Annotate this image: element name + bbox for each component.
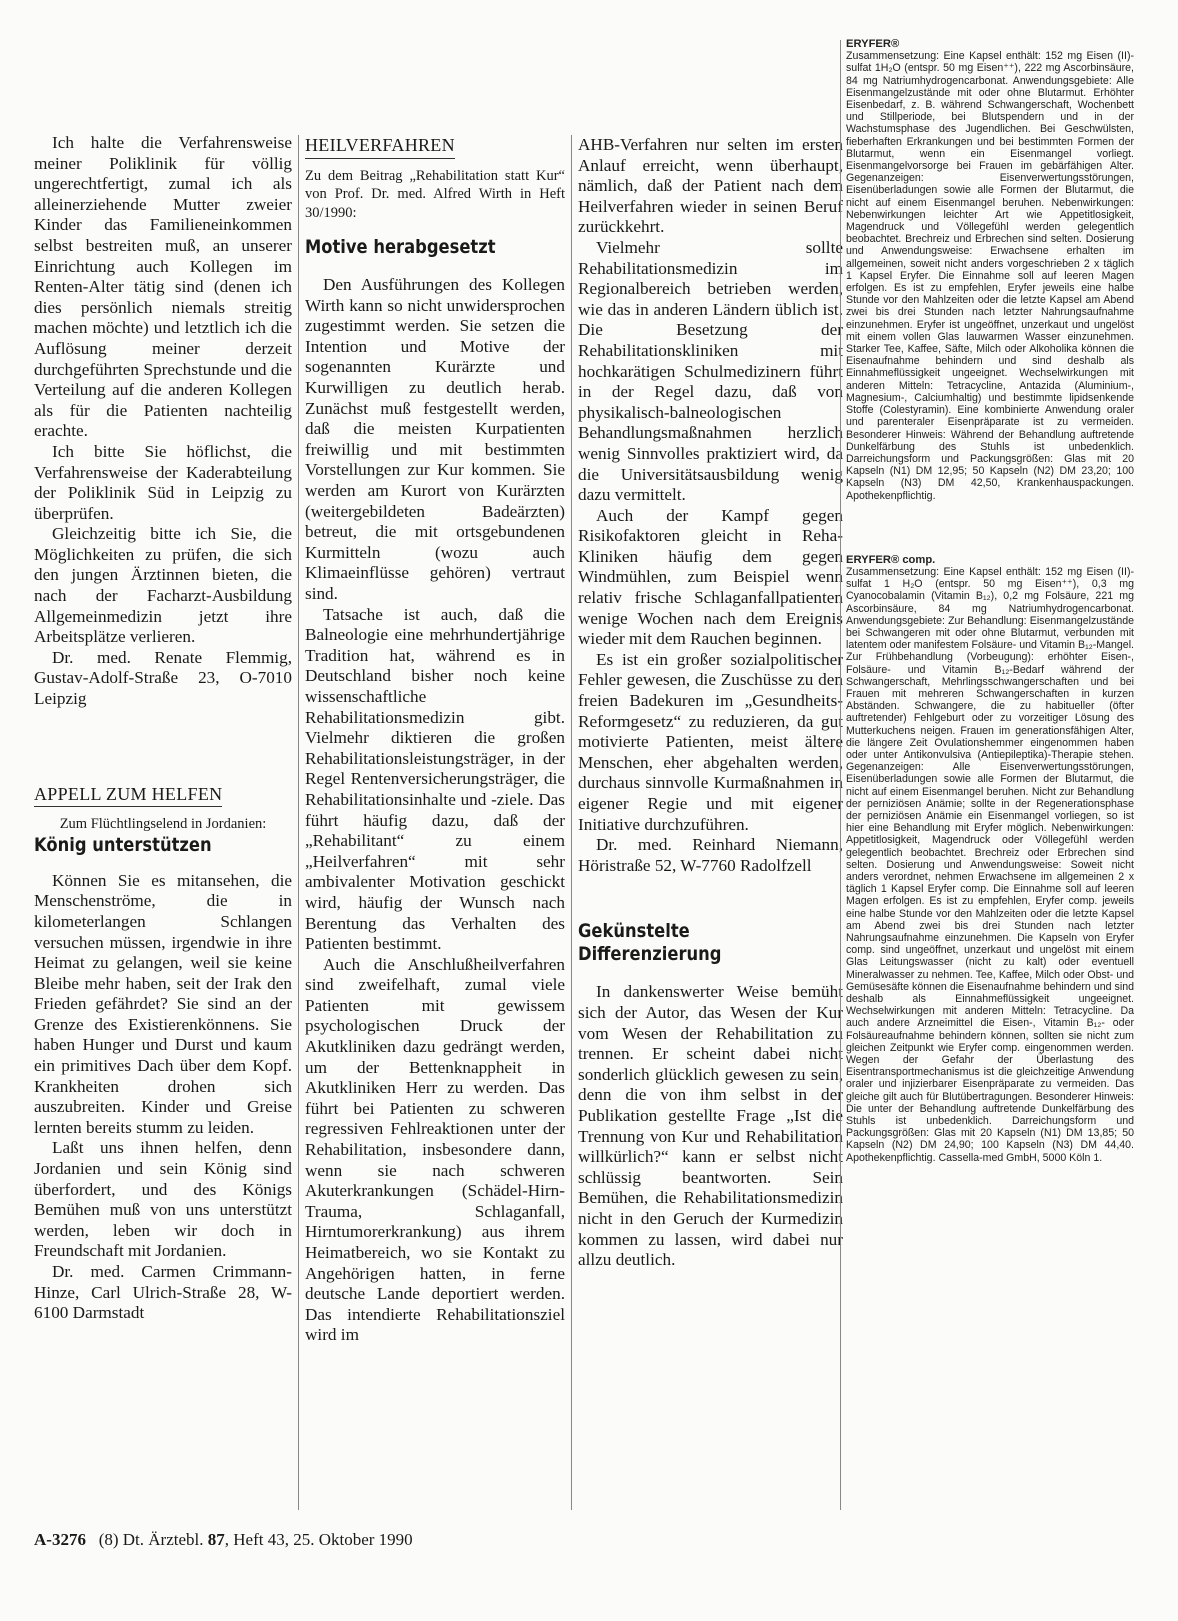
column-rule bbox=[571, 135, 572, 1510]
ad2-title: ERYFER® comp. bbox=[846, 553, 936, 566]
letter2-paragraph: Laßt uns ihnen helfen, denn Jordanien und sein König sind überfordert, und des Königs Bemühen muß von uns unterstützt werden, leben wir doch in Freundschaft mit Jordanien. bbox=[34, 1138, 292, 1261]
letter2-intro: Zum Flüchtlingselend in Jordanien: bbox=[59, 816, 267, 833]
col2-paragraph: Den Ausführungen des Kollegen Wirth kann so nicht unwidersprochen zugestimmt werden. Sie setzen die Intention und Motive der sogenannten Kurärzte und Kurwilligen zu deutlich herab. Zunächst muß festgestellt werden, daß die meisten Kurpatienten freiwillig und mit bestimmten Vorstellungen zur Kur kommen. Sie werden am Kurort von Kurärzten (weitergebildeten Badeärzten) betreut, die mit ortsgebundenen Kurmitteln (wozu auch Klimaeinflüsse gehören) vertraut sind. bbox=[305, 275, 565, 603]
column-2 bbox=[305, 135, 565, 1346]
page-footer: A-3276 (8) Dt. Ärztebl. 87, Heft 43, 25. Oktober 1990 bbox=[34, 1530, 413, 1549]
rubric-appell: APPELL ZUM HELFEN bbox=[34, 784, 222, 808]
headline-gekuenstelte: Gekünstelte bbox=[578, 920, 690, 943]
ad1-text: Zusammensetzung: Eine Kapsel enthält: 152 mg Eisen (II)-sulfat 1H₂O (entspr. 50 mg Eisen⁺⁺), 222 mg Ascorbinsäure, 84 mg Natriumhydrogencarbonat. Anwendungsgebiete: Alle Eisenmangelzustände mit oder ohne Blutarmut. Erhöhter Eisenbedarf, z. B. während Schwangerschaft, Wochenbett und Stillperiode, bei Blutspendern und in der Wachstumsphase des Jugendlichen. Bei Geschwülsten, fieberhaften Erkrankungen und bei bestimmten Formen der Blutarmut, wenn ein Eisenmangel vorliegt. Eisenmangelvorsorge bei Frauen im gebärfähigen Alter. Gegenanzeigen: Eisenverwertungsstörungen, Eisenüberladungen sowie alle Formen der Blutarmut, die nicht auf einem Eisenmangel beruhen. Nebenwirkungen: Nebenwirkungen leichter Art wie Appetitlosigkeit, Magendruck und Völlegefühl werden gelegentlich beobachtet. Brechreiz und Erbrechen sind selten. Dosierung und Anwendungsweise: Erwachsene erhalten im allgemeinen, soweit nicht anders vorgeschrieben 2 x täglich 1 Kapsel Eryfer. Die Einnahme soll auf leeren Magen erfolgen. Es ist zu empfehlen, Eryfer jeweils eine halbe Stunde vor den Mahlzeiten oder die letzte Kapsel am Abend zwei bis drei Stunden nach letzter Nahrungsaufnahme einzunehmen. Eryfer ist ungeöffnet, unzerkaut und ungelöst mit einem vollen Glas lauwarmen Wasser einzunehmen. Starker Tee, Kaffee, Säfte, Milch oder Alkoholika können die Eisenaufnahme behindern und sind deshalb als Einnahmeflüssigkeit ungeeignet. Wechselwirkungen mit anderen Mitteln: Tetracycline, Antazida (Aluminium-, Magnesium-, Calciumhaltig) und bestimmte lipidsenkende Stoffe (Colestyramin). Eine kombinierte Anwendung oraler und parenteraler Eisenpräparate ist zu vermeiden. Besonderer Hinweis: Während der Behandlung auftretende Dunkelfärbung des Stuhls ist unbedenklich. Darreichungsform und Packungsgrößen: Glas mit 20 Kapseln (N1) DM 12,95; 50 Kapseln (N2) DM 23,20; 100 Kapseln (N3) DM 42,50, Krankenhauspackungen. Apothekenpflichtig. bbox=[846, 50, 1134, 502]
headline-motive: Motive herabgesetzt bbox=[305, 236, 496, 259]
page-code: A-3276 bbox=[34, 1530, 86, 1549]
ad1-title: ERYFER® bbox=[846, 38, 900, 50]
column-rule bbox=[298, 135, 299, 1510]
col2-intro: Zu dem Beitrag „Rehabilitation statt Kur“ von Prof. Dr. med. Alfred Wirth in Heft 30/1990: bbox=[305, 167, 565, 221]
col2-paragraph: Auch die Anschlußheilverfahren sind zweifelhaft, zumal viele Patienten mit gewissem psychologischen Druck der Akutkliniken dazu gedrängt werden, um der Bettenknappheit in Akutkliniken Herr zu werden. Das führt bei Patienten zu schweren regressiven Fehlreaktionen unter der Rehabilitation, insbesondere dann, wenn sie nach schweren Akuterkrankungen (Schädel-Hirn-Trauma, Schlaganfall, Hirntumorerkrankung) aus ihrem Heimatbereich, wo sie Kontakt zu Angehörigen hatten, in ferne deutsche Lande deportiert werden. Das intendierte Rehabilitationsziel wird im bbox=[305, 954, 565, 1345]
col3-signature: Dr. med. Reinhard Niemann, Höristraße 52, W-7760 Radolfzell bbox=[578, 835, 843, 875]
letter1-paragraph: Ich bitte Sie höflichst, die Verfahrensweise der Kaderabteilung der Poliklinik Süd in Leipzig zu überprüfen. bbox=[34, 441, 292, 523]
col3-paragraph: Es ist ein großer sozialpolitischer Fehler gewesen, die Zuschüsse zu den freien Badekuren im „Gesundheits-Reformgesetz“ zu reduzieren, da gut motivierte Patienten, meist ältere Menschen, eher abgehalten werden, durchaus sinnvolle Kurmaßnahmen in eigener Regie und mit eigener Initiative durchzuführen. bbox=[578, 649, 843, 834]
ad-pflichttext-column bbox=[846, 38, 1134, 1164]
letter2-signature: Dr. med. Carmen Crimmann-Hinze, Carl Ulrich-Straße 28, W-6100 Darmstadt bbox=[34, 1262, 292, 1323]
headline-koenig: König unterstützen bbox=[34, 833, 212, 856]
col3-paragraph: AHB-Verfahren nur selten im ersten Anlauf erreicht, wenn überhaupt, nämlich, daß der Patient nach dem Heilverfahren wieder in seinen Beruf zurückkehrt. bbox=[578, 135, 843, 237]
col3-paragraph: Vielmehr sollte Rehabilitationsmedizin im Regionalbereich betrieben werden, wie das in anderen Ländern üblich ist. Die Besetzung der Rehabilitationskliniken mit hochkarätigen Schulmedizinern führt in der Regel dazu, daß von physikalisch-balneologischen Behandlungsmaßnahmen herzlich wenig Sinnvolles praktiziert wird, da die Universitätsausbildung wenig dazu vermittelt. bbox=[578, 237, 843, 505]
letter1-signature: Dr. med. Renate Flemmig, Gustav-Adolf-Straße 23, O-7010 Leipzig bbox=[34, 647, 292, 709]
journal-issue: Heft 43, 25. Oktober 1990 bbox=[233, 1530, 413, 1549]
col2-paragraph: Tatsache ist auch, daß die Balneologie eine mehrhundertjährige Tradition hat, während es in Deutschland bisher noch keine wissenschaftliche Rehabilitationsmedizin gibt. Vielmehr diktieren die großen Rehabilitationsleistungsträger, in der Regel Rentenversicherungsträger, die Rehabilitationsinhalte und -ziele. Das führt häufig dazu, daß der „Rehabilitant“ zu einem „Heilverfahren“ mit sehr ambivalenter Motivation geschickt wird, häufig der Wunsch nach Berentung das Verhalten des Patienten bestimmt. bbox=[305, 604, 565, 954]
journal-name: Dt. Ärztebl. bbox=[122, 1530, 204, 1549]
column-1 bbox=[34, 133, 292, 1324]
letter1-paragraph: Ich halte die Verfahrensweise meiner Poliklinik für völlig ungerechtfertigt, zumal ich als alleinerziehende Mutter zweier Kinder das Familieneinkommen selbst bestreiten muß, an unserer Einrichtung auch Kollegen im Renten-Alter tätig sind (denen ich dies persönlich niemals streitig machen möchte) und letztlich ich die Auflösung meiner derzeit durchgeführten Sprechstunde und die Verteilung auf die anderen Kollegen als für die Patienten nachteilig erachte. bbox=[34, 133, 292, 441]
rubric-heilverfahren: HEILVERFAHREN bbox=[305, 135, 455, 159]
column-3 bbox=[578, 135, 843, 1271]
col3-paragraph: In dankenswerter Weise bemüht sich der Autor, das Wesen der Kur vom Wesen der Rehabilitation zu trennen. Er scheint dabei nicht sonderlich glücklich gewesen zu sein, denn die von ihm selbst in der Publikation gestellte Frage „Ist die Trennung von Kur und Rehabilitation willkürlich?“ kann er selbst nicht schlüssig beantworten. Sein Bemühen, die Rehabilitationsmedizin nicht in den Geruch der Kurmedizin kommen zu lassen, wird dabei nur allzu deutlich. bbox=[578, 982, 843, 1270]
column-rule bbox=[840, 40, 841, 1510]
col3-paragraph: Auch der Kampf gegen Risikofaktoren gleicht in Reha-Kliniken häufig dem gegen Windmühlen, zum Beispiel wenn relativ frische Schlaganfallpatienten wenige Wochen nach dem Ereignis wieder mit dem Rauchen beginnen. bbox=[578, 505, 843, 649]
headline-differenzierung: Differenzierung bbox=[578, 943, 722, 966]
letter1-paragraph: Gleichzeitig bitte ich Sie, die Möglichkeiten zu prüfen, die sich den jungen Ärztinnen bieten, die nach der Facharzt-Ausbildung Allgemeinmedizin jetzt ihre Arbeitsplätze verlieren. bbox=[34, 524, 292, 647]
letter2-paragraph: Können Sie es mitansehen, die Menschenströme, die in kilometerlangen Schlangen versuchen müssen, irgendwie in ihre Heimat zu gelangen, weil sie keine Bleibe mehr haben, seit der Irak den Frieden gefährdet? Sie sind an der Grenze des Existierenkönnens. Sie haben Hunger und Durst und kaum ein primitives Dach über dem Kopf. Krankheiten drohen sich auszubreiten. Kinder und Greise lernten bereits stumm zu leiden. bbox=[34, 870, 292, 1137]
page-number: (8) bbox=[98, 1530, 119, 1549]
ad2-text: Zusammensetzung: Eine Kapsel enthält: 152 mg Eisen (II)-sulfat 1 H₂O (entspr. 50 mg Eisen⁺⁺), 0,3 mg Cyanocobalamin (Vitamin B₁₂), 0,2 mg Folsäure, 221 mg Ascorbinsäure, 84 mg Natriumhydrogencarbonat. Anwendungsgebiete: Zur Behandlung: Eisenmangelzustände bei Schwangeren mit oder ohne Blutarmut, verbunden mit latentem oder manifestem Folsäure- und Vitamin B₁₂-Mangel. Zur Frühbehandlung (Vorbeugung): erhöhter Eisen-, Folsäure- und Vitamin B₁₂-Bedarf während der Schwangerschaft, Mehrlingsschwangerschaften und bei Frauen mit mehreren Schwangerschaften in kurzen Abständen. Schwangere, die zu habitueller (öfter auftretender) Fehlgeburt oder zu vorzeitiger Lösung des Mutterkuchens neigen. Frauen im generationsfähigen Alter, die längere Zeit Ovulationshemmer eingenommen haben oder unter Antikonvulsiva (Antiepileptika)-Therapie stehen. Gegenanzeigen: Alle Eisenverwertungsstörungen, Eisenüberladungen sowie alle Formen der Blutarmut, die nicht auf einem Eisenmangel beruhen. Nicht zur Behandlung der perniziösen Anämie; sollte in der Regenerationsphase der perniziösen Anämie ein Eisenmangel vorliegen, so ist hier eine Behandlung mit Eryfer möglich. Nebenwirkungen: Appetitlosigkeit, Magendruck oder Völlegefühl werden gelegentlich beobachtet. Brechreiz oder Erbrechen sind selten. Dosierung und Anwendungsweise: Soweit nicht anders verordnet, nehmen Erwachsene im allgemeinen 2 x täglich 1 Kapsel Eryfer comp. Die Einnahme soll auf leeren Magen erfolgen. Es ist zu empfehlen, Eryfer comp. jeweils eine halbe Stunde vor den Mahlzeiten oder die letzte Kapsel am Abend zwei bis drei Stunden nach letzter Nahrungsaufnahme einzunehmen. Die Kapseln von Eryfer comp. sind ungeöffnet, unzerkaut und ungelöst mit einem Glas Leitungswasser (nicht zu kalt) oder eventuell Mineralwasser zu nehmen. Tee, Kaffee, Milch oder Obst- und Gemüsesäfte können die Eisenaufnahme behindern und sind deshalb als Einnahmeflüssigkeit ungeeignet. Wechselwirkungen mit anderen Mitteln: Tetracycline. Da auch andere Arzneimittel die Eisen-, Vitamin B₁₂- oder Folsäureaufnahme behindern können, sollten sie nicht zum gleichen Zeitpunkt wie Eryfer comp. eingenommen werden. Wegen der Gefahr der Überlastung des Eisentransportmechanismus ist die gleichzeitige Anwendung oraler und injizierbarer Eisenpräparate zu vermeiden. Das gleiche gilt auch für Blutübertragungen. Besonderer Hinweis: Die unter der Behandlung auftretende Dunkelfärbung des Stuhls ist unbedenklich. Darreichungsform und Packungsgrößen: Glas mit 20 Kapseln (N1) DM 13,85; 50 Kapseln (N2) DM 24,90; 100 Kapseln (N3) DM 44,40. Apothekenpflichtig. Cassella-med GmbH, 5000 Köln 1. bbox=[846, 565, 1134, 1164]
journal-volume: 87 bbox=[207, 1530, 225, 1549]
